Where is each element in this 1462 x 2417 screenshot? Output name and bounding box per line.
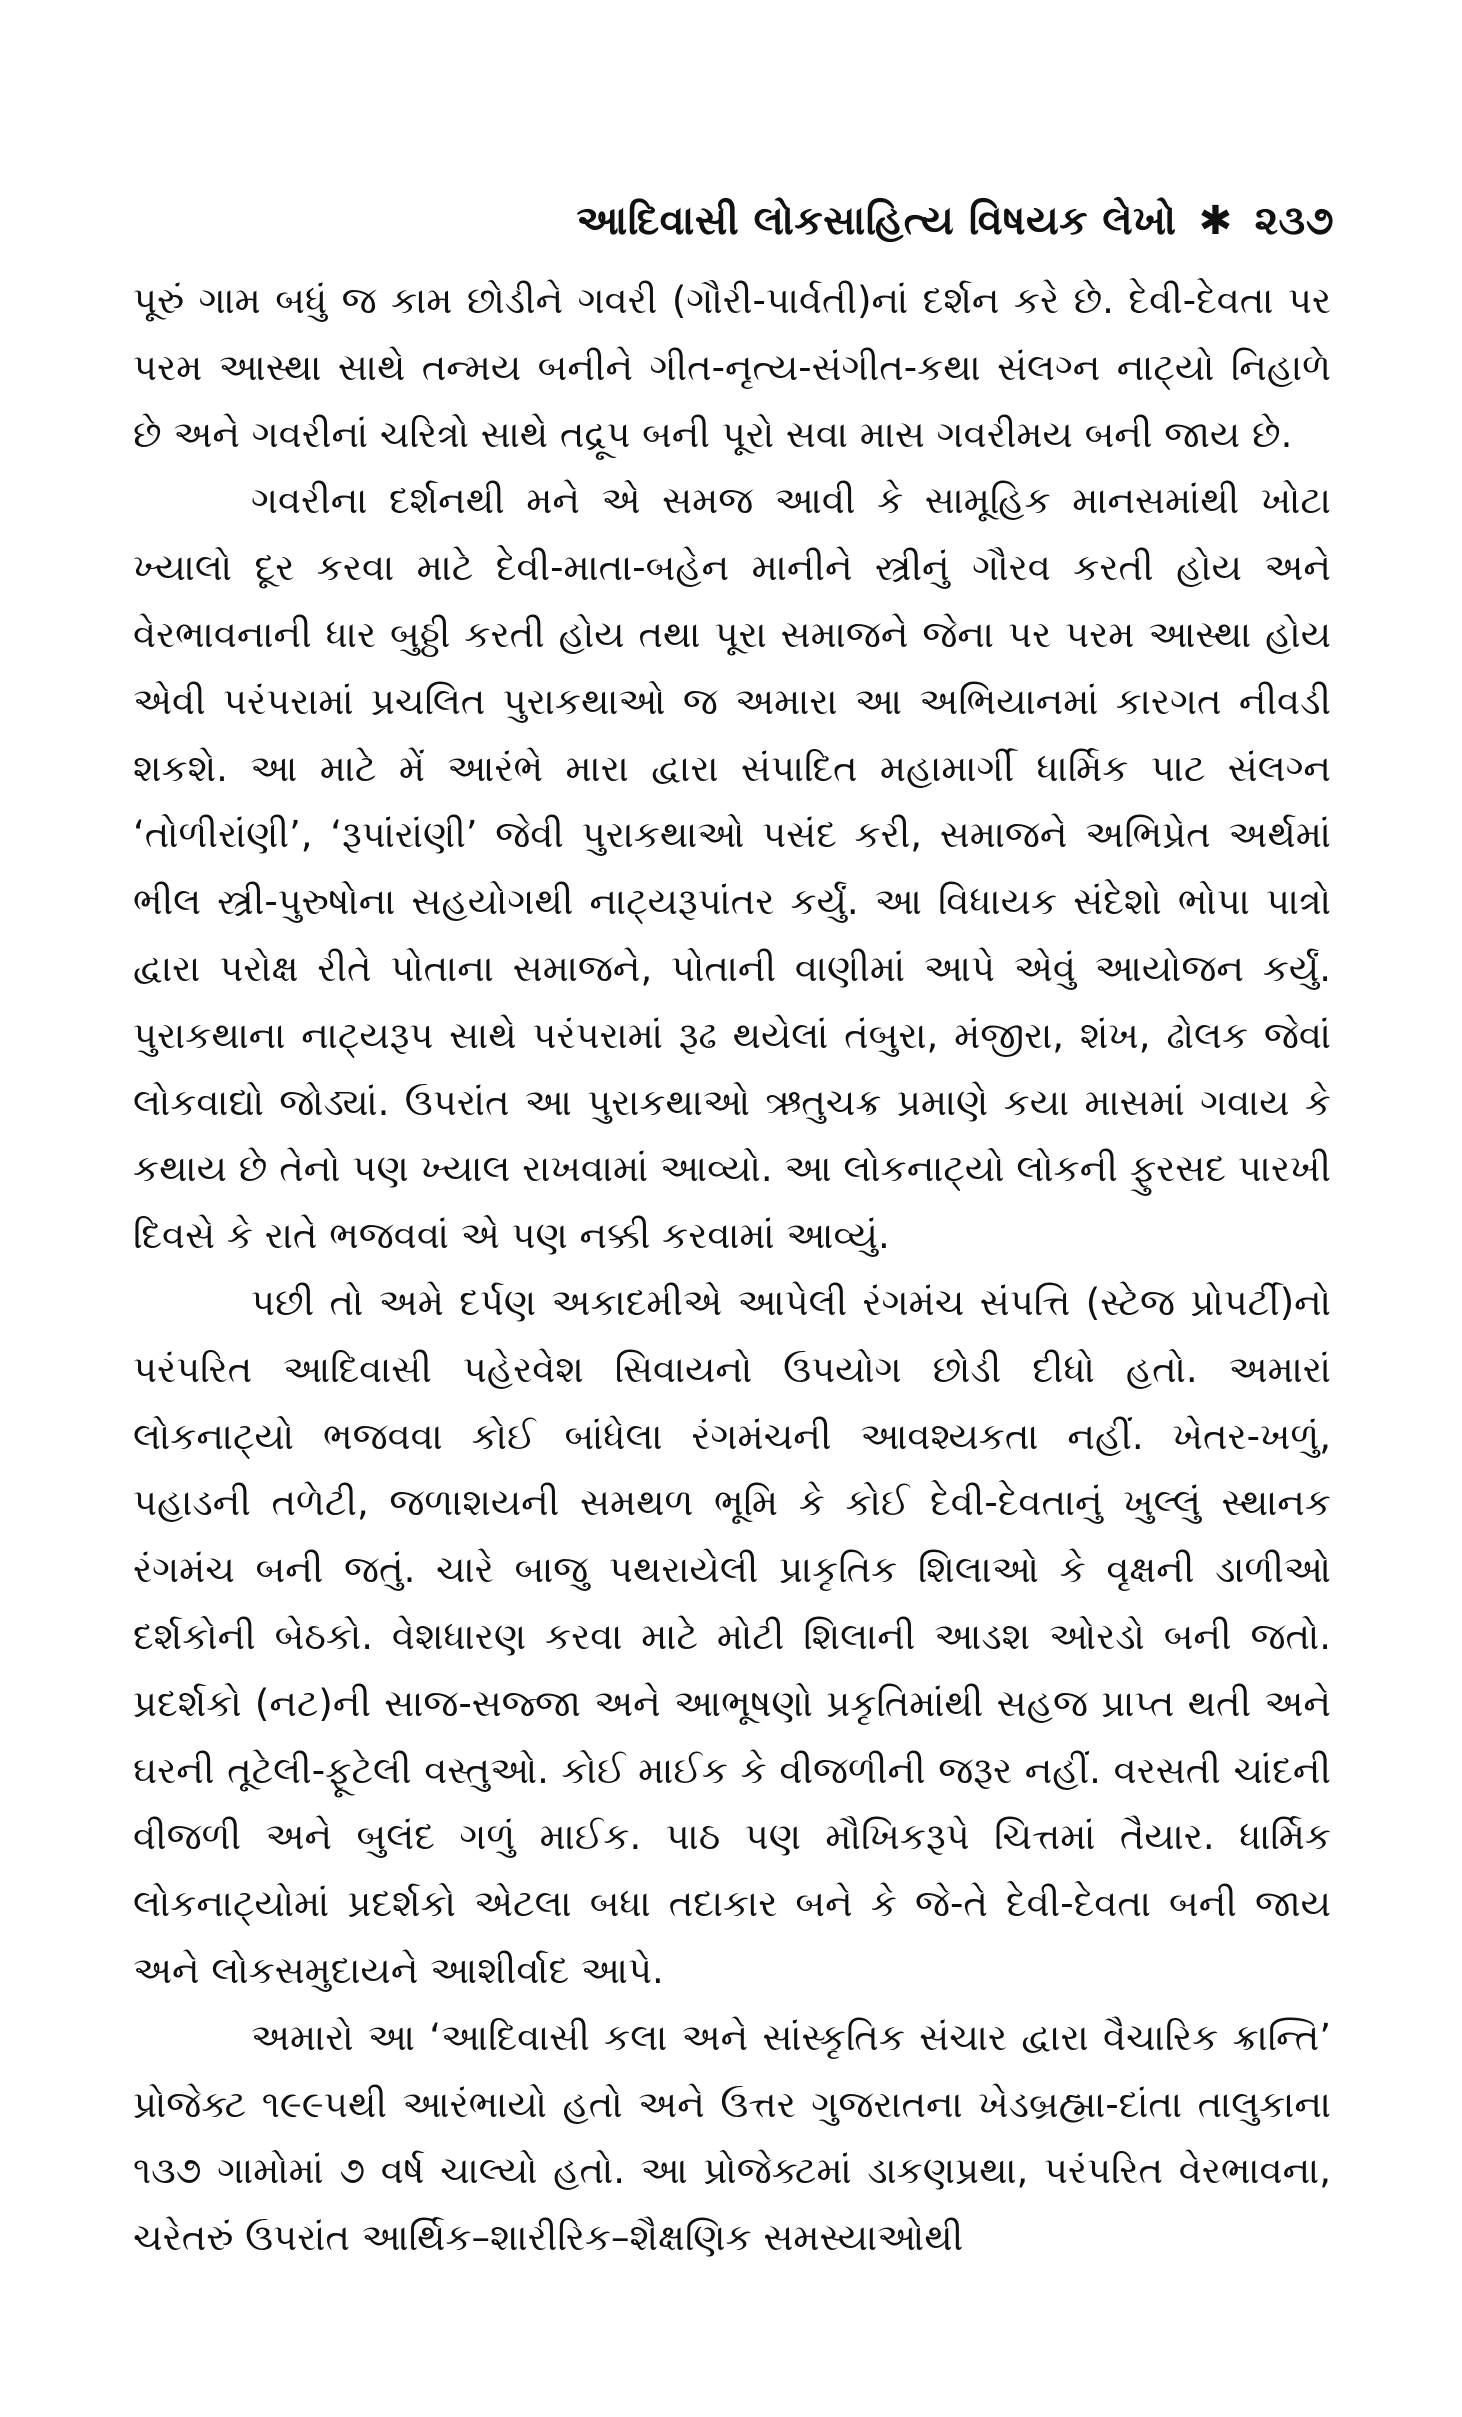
paragraph-4: અમારો આ ‘આદિવાસી કલા અને સાંસ્કૃતિક સંચાર દ્વારા વૈચારિક ક્રાન્તિ’ પ્રોજેક્ટ ૧૯૯૫થી આરંભાયો હતો અને ઉત્તર ગુજરાતના ખેડબ્રહ્મા-દાંતા તાલુકાના ૧૩૭ ગામોમાં ૭ વર્ષ ચાલ્યો હતો. આ પ્રોજેક્ટમાં ડાકણપ્રથા, પરંપરિત વેરભાવના, ચરેતરું ઉપરાંત આર્થિક–શારીરિક–શૈક્ષણિક સમસ્યાઓથી [133, 2015, 1331, 2260]
running-header [576, 198, 1334, 244]
page-number: ૨૩૭ [1254, 198, 1334, 244]
paragraph-1: પૂરું ગામ બધું જ કામ છોડીને ગવરી (ગૌરી-પાર્વતી)નાં દર્શન કરે છે. દેવી-દેવતા પર પરમ આસ્થા સાથે તન્મય બનીને ગીત-નૃત્ય-સંગીત-કથા સંલગ્ન નાટ્યો નિહાળે છે અને ગવરીનાં ચરિત્રો સાથે તદ્રૂપ બની પૂરો સવા માસ ગવરીમય બની જાય છે. [133, 279, 1331, 456]
asterisk-icon: ✱ [1198, 198, 1233, 244]
paragraph-3: પછી તો અમે દર્પણ અકાદમીએ આપેલી રંગમંચ સંપત્તિ (સ્ટેજ પ્રોપર્ટી)નો પરંપરિત આદિવાસી પહેરવેશ સિવાયનો ઉપયોગ છોડી દીધો હતો. અમારાં લોકનાટ્યો ભજવવા કોઈ બાંધેલા રંગમંચની આવશ્યકતા નહીં. ખેતર-ખળું, પહાડની તળેટી, જળાશયની સમથળ ભૂમિ કે કોઈ દેવી-દેવતાનું ખુલ્લું સ્થાનક રંગમંચ બની જતું. ચારે બાજુ પથરાયેલી પ્રાકૃતિક શિલાઓ કે વૃક્ષની ડાળીઓ દર્શકોની બેઠકો. વેશધારણ કરવા માટે મોટી શિલાની આડશ ઓરડો બની જતો. પ્રદર્શકો (નટ)ની સાજ-સજ્જા અને આભૂષણો પ્રકૃતિમાંથી સહજ પ્રાપ્ત થતી અને ઘરની તૂટેલી-ફૂટેલી વસ્તુઓ. કોઈ માઈક કે વીજળીની જરૂર નહીં. વરસતી ચાંદની વીજળી અને બુલંદ ગળું માઈક. પાઠ પણ મૌખિકરૂપે ચિત્તમાં તૈયાર. ધાર્મિક લોકનાટ્યોમાં પ્રદર્શકો એટલા બધા તદાકાર બને કે જે-તે દેવી-દેવતા બની જાય અને લોકસમુદાયને આશીર્વાદ આપે. [133, 1280, 1331, 1992]
running-header-title: આદિવાસી લોકસાહિત્ય વિષયક લેખો [576, 198, 1177, 244]
paragraph-2: ગવરીના દર્શનથી મને એ સમજ આવી કે સામૂહિક માનસમાંથી ખોટા ખ્યાલો દૂર કરવા માટે દેવી-માતા-બહેન માનીને સ્ત્રીનું ગૌરવ કરતી હોય અને વેરભાવનાની ધાર બુઠ્ઠી કરતી હોય તથા પૂરા સમાજને જેના પર પરમ આસ્થા હોય એવી પરંપરામાં પ્રચલિત પુરાકથાઓ જ અમારા આ અભિયાનમાં કારગત નીવડી શકશે. આ માટે મેં આરંભે મારા દ્વારા સંપાદિત મહામાર્ગી ધાર્મિક પાટ સંલગ્ન ‘તોળીરાંણી’, ‘રૂપાંરાંણી’ જેવી પુરાકથાઓ પસંદ કરી, સમાજને અભિપ્રેત અર્થમાં ભીલ સ્ત્રી-પુરુષોના સહયોગથી નાટ્યરૂપાંતર કર્યું. આ વિધાયક સંદેશો ભોપા પાત્રો દ્વારા પરોક્ષ રીતે પોતાના સમાજને, પોતાની વાણીમાં આપે એવું આયોજન કર્યું. પુરાકથાના નાટ્યરૂપ સાથે પરંપરામાં રૂઢ થયેલાં તંબુરા, મંજીરા, શંખ, ઢોલક જેવાં લોકવાદ્યો જોડ્યાં. ઉપરાંત આ પુરાકથાઓ ઋતુચક્ર પ્રમાણે કયા માસમાં ગવાય કે કથાય છે તેનો પણ ખ્યાલ રાખવામાં આવ્યો. આ લોકનાટ્યો લોકની ફુરસદ પારખી દિવસે કે રાતે ભજવવાં એ પણ નક્કી કરવામાં આવ્યું. [133, 479, 1331, 1258]
body-text [133, 268, 1331, 2272]
